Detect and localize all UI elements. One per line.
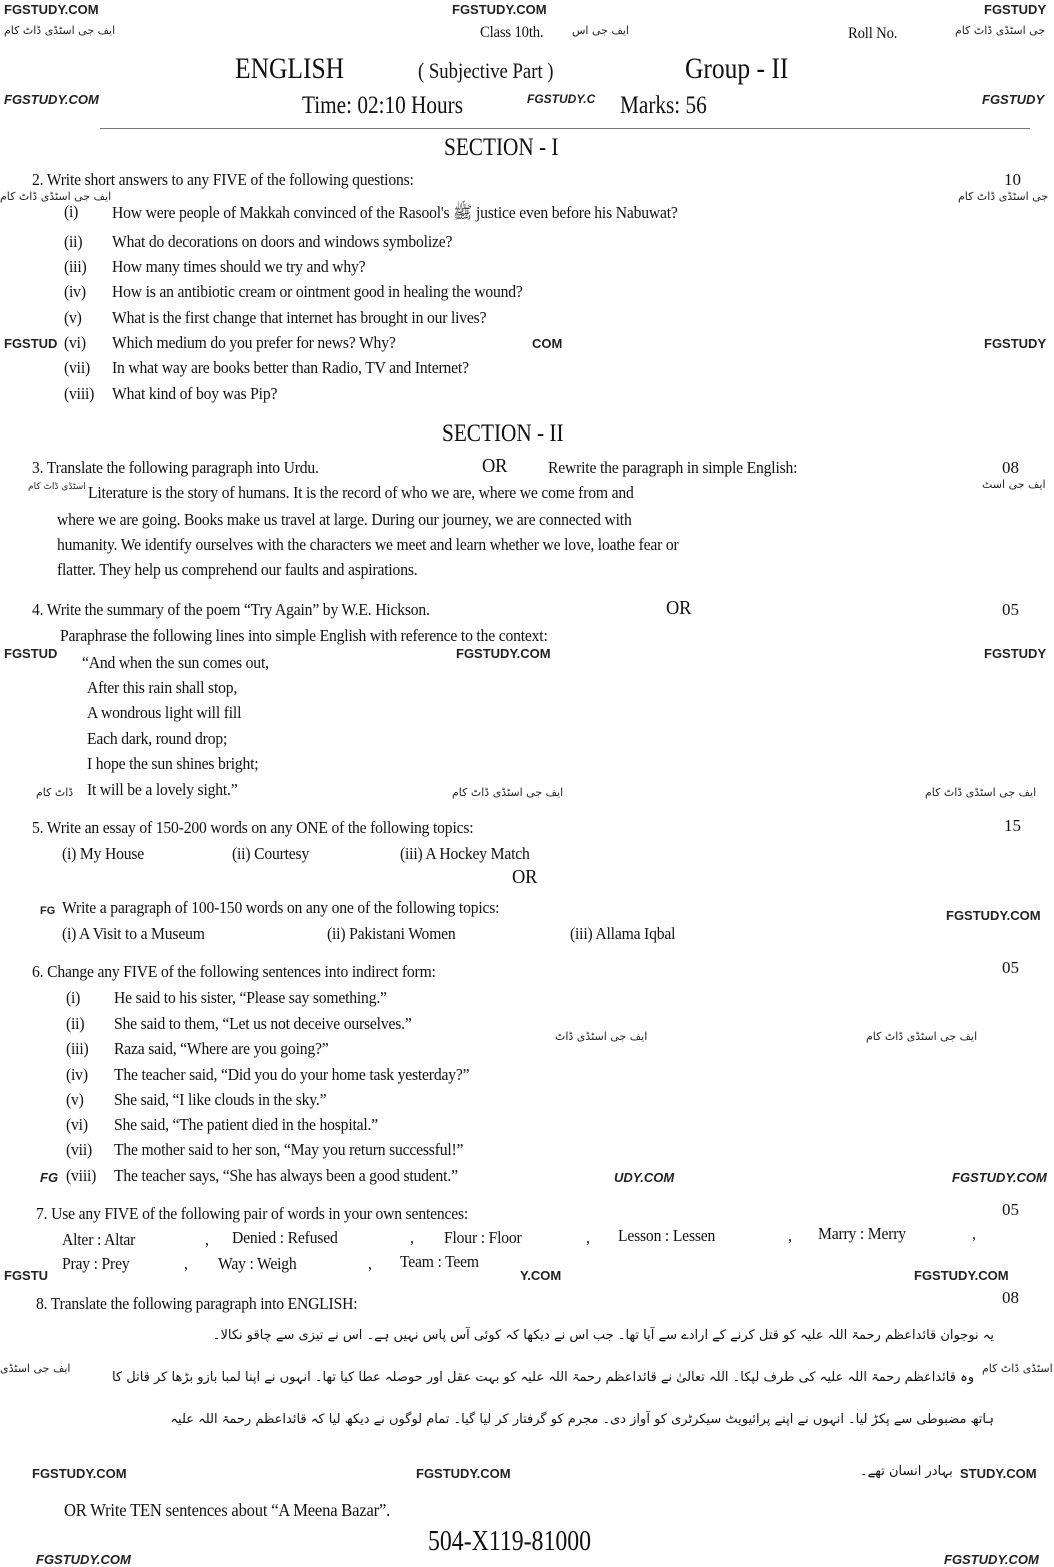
- q7-sep-7: ,: [368, 1254, 372, 1273]
- q8-urdu-line-1: یہ نوجوان قائداعظم رحمۃ اللہ علیہ کو قتل کرنے کے ارادے سے آیا تھا۔ جب اس نے دیکھا کہ کوئی آس پاس نہیں ہے۔ اس نے تیزی سے چاقو نکالا۔: [212, 1328, 994, 1343]
- q6-item-5-num: (v): [66, 1090, 84, 1109]
- q6-item-8-text: The teacher says, “She has always been a good student.”: [114, 1166, 458, 1185]
- q3-marks: 08: [1002, 458, 1019, 477]
- q6-item-3-num: (iii): [66, 1039, 89, 1058]
- q6-item-4-text: The teacher said, “Did you do your home task yesterday?”: [114, 1065, 470, 1084]
- watermark-sec1-inline: COM: [532, 336, 563, 351]
- watermark-left-mid: FGSTUDY.COM: [4, 92, 99, 107]
- time-label: Time: 02:10 Hours: [302, 92, 463, 119]
- q6-item-8-num: (viii): [66, 1166, 97, 1185]
- q6-item-7-num: (vii): [66, 1140, 93, 1159]
- q2-item-4-text: How is an antibiotic cream or ointment good in healing the wound?: [112, 282, 523, 301]
- q4-prompt-b: Paraphrase the following lines into simple English with reference to the context:: [60, 626, 548, 645]
- part-label: ( Subjective Part ): [418, 58, 554, 83]
- q2-item-7-num: (vii): [64, 358, 91, 377]
- q3-paragraph-line-2: where we are going. Books make us travel at large. During our journey, we are connected with: [57, 510, 632, 529]
- watermark-q4-left: FGSTUD: [4, 646, 58, 661]
- watermark-urdu-q6-center: ایف جی اسٹڈی ڈاٹ: [555, 1030, 648, 1043]
- q8-marks: 08: [1002, 1288, 1019, 1307]
- subject-title: ENGLISH: [235, 52, 345, 85]
- q4-poem-line-6: It will be a lovely sight.”: [87, 780, 238, 799]
- q3-paragraph-line-4: flatter. They help us comprehend our faults and aspirations.: [57, 560, 418, 579]
- watermark-urdu-q8-right: اسٹڈی ڈاٹ کام: [982, 1362, 1053, 1375]
- q7-prompt: 7. Use any FIVE of the following pair of words in your own sentences:: [36, 1204, 469, 1223]
- q6-item-2-text: She said to them, “Let us not deceive ourselves.”: [114, 1014, 412, 1033]
- q2-item-4-num: (iv): [64, 282, 86, 301]
- q6-item-6-num: (vi): [66, 1115, 88, 1134]
- q4-poem-line-4: Each dark, round drop;: [87, 729, 228, 748]
- section-2-title: SECTION - II: [442, 420, 564, 447]
- q7-sep-3: ,: [586, 1228, 590, 1247]
- watermark-sec1-left: FGSTUD: [4, 336, 58, 351]
- paper-code: 504-X119-81000: [428, 1526, 592, 1557]
- q2-item-6-text: Which medium do you prefer for news? Why?: [112, 333, 396, 352]
- q3-prompt-b: Rewrite the paragraph in simple English:: [548, 458, 798, 477]
- q5-topic-b-2: (ii) Pakistani Women: [327, 924, 456, 943]
- class-urdu-watermark: ایف جی اس: [572, 24, 629, 37]
- q3-paragraph-line-3: humanity. We identify ourselves with the characters we meet and learn whether we love, loathe fear or: [57, 535, 679, 554]
- q2-prompt: 2. Write short answers to any FIVE of the following questions:: [32, 170, 414, 189]
- watermark-urdu-q1-left: ایف جی اسٹڈی ڈاٹ کام: [0, 190, 112, 203]
- q2-marks: 10: [1004, 170, 1021, 189]
- watermark-q5-left: FG: [40, 905, 56, 917]
- watermark-urdu-top-left: ایف جی اسٹڈی ڈاٹ کام: [4, 24, 116, 37]
- q7-pair-3: Flour : Floor: [444, 1228, 522, 1247]
- q7-sep-2: ,: [410, 1228, 414, 1247]
- watermark-q4-right: FGSTUDY: [984, 646, 1047, 661]
- q2-item-6-num: (vi): [64, 333, 86, 352]
- watermark-top-right: FGSTUDY: [984, 2, 1047, 17]
- q5-or: OR: [512, 866, 538, 888]
- q7-pair-7: Way : Weigh: [218, 1254, 297, 1273]
- q8-prompt: 8. Translate the following paragraph into ENGLISH:: [36, 1294, 358, 1313]
- q2-item-7-text: In what way are books better than Radio, TV and Internet?: [112, 358, 469, 377]
- q7-sep-6: ,: [184, 1254, 188, 1273]
- watermark-urdu-q3-left: اسٹڈی ڈاٹ کام: [28, 482, 86, 492]
- q7-marks: 05: [1002, 1200, 1019, 1219]
- watermark-urdu-top-right: جی اسٹڈی ڈاٹ کام: [955, 24, 1046, 37]
- q2-item-3-num: (iii): [64, 257, 87, 276]
- watermark-q5-right: FGSTUDY.COM: [946, 908, 1041, 923]
- q5-topic-b-1: (i) A Visit to a Museum: [62, 924, 205, 943]
- q4-prompt-a: 4. Write the summary of the poem “Try Again” by W.E. Hickson.: [32, 600, 430, 619]
- q5-topic-a-1: (i) My House: [62, 844, 145, 863]
- q6-item-3-text: Raza said, “Where are you going?”: [114, 1039, 329, 1058]
- watermark-urdu-q8-left-text: ایف جی اسٹڈی: [0, 1362, 71, 1375]
- q2-item-8-text: What kind of boy was Pip?: [112, 384, 278, 403]
- watermark-right-mid: FGSTUDY: [982, 92, 1045, 107]
- watermark-q7-right: FGSTUDY.COM: [914, 1268, 1009, 1283]
- q2-item-2-text: What do decorations on doors and windows symbolize?: [112, 232, 453, 251]
- q7-pair-4: Lesson : Lessen: [618, 1226, 716, 1245]
- q7-sep-1: ,: [205, 1230, 209, 1249]
- watermark-urdu-q6-right: ایف جی اسٹڈی ڈاٹ کام: [866, 1030, 978, 1043]
- watermark-urdu-q4-left: ڈاٹ کام: [36, 786, 74, 799]
- watermark-inline-header: FGSTUDY.C: [527, 92, 596, 106]
- watermark-q6-left: FG: [40, 1170, 59, 1185]
- q6-item-1-num: (i): [66, 988, 81, 1007]
- q3-or: OR: [482, 455, 508, 477]
- q6-item-4-num: (iv): [66, 1065, 88, 1084]
- watermark-urdu-q3-right: ایف جی اسٹ: [982, 478, 1046, 491]
- q2-item-2-num: (ii): [64, 232, 83, 251]
- q5-marks: 15: [1004, 816, 1021, 835]
- q5-topic-a-3: (iii) A Hockey Match: [400, 844, 530, 863]
- q6-item-5-text: She said, “I like clouds in the sky.”: [114, 1090, 327, 1109]
- q6-item-2-num: (ii): [66, 1014, 85, 1033]
- q6-item-1-text: He said to his sister, “Please say something.”: [114, 988, 387, 1007]
- watermark-footer-right: FGSTUDY.COM: [944, 1552, 1039, 1567]
- q6-item-6-text: She said, “The patient died in the hospital.”: [114, 1115, 379, 1134]
- q2-item-8-num: (viii): [64, 384, 95, 403]
- watermark-q6-inline: UDY.COM: [614, 1170, 675, 1185]
- header-divider: [100, 128, 1030, 129]
- marks-label: Marks: 56: [620, 92, 707, 119]
- q4-poem-line-3: A wondrous light will fill: [87, 703, 242, 722]
- q6-prompt: 6. Change any FIVE of the following sentences into indirect form:: [32, 962, 436, 981]
- watermark-urdu-q1-right: جی اسٹڈی ڈاٹ کام: [958, 190, 1049, 203]
- watermark-urdu-q4-center: ایف جی اسٹڈی ڈاٹ کام: [452, 786, 564, 799]
- watermark-q7-left: FGSTU: [4, 1268, 49, 1283]
- q4-marks: 05: [1002, 600, 1019, 619]
- watermark-sec1-right: FGSTUDY: [984, 336, 1047, 351]
- q2-item-1-num: (i): [64, 202, 79, 221]
- q4-poem-line-1: “And when the sun comes out,: [82, 653, 269, 672]
- watermark-bottom-left: FGSTUDY.COM: [32, 1466, 127, 1481]
- watermark-bottom-right: STUDY.COM: [960, 1466, 1037, 1481]
- q7-sep-5: ,: [972, 1224, 976, 1243]
- section-1-title: SECTION - I: [444, 134, 559, 161]
- watermark-footer-left: FGSTUDY.COM: [36, 1552, 131, 1567]
- watermark-q7-inline: Y.COM: [520, 1268, 562, 1283]
- q7-pair-1: Alter : Altar: [62, 1230, 136, 1249]
- q2-item-5-num: (v): [64, 308, 82, 327]
- watermark-q6-right: FGSTUDY.COM: [952, 1170, 1047, 1185]
- class-label: Class 10th.: [480, 24, 544, 41]
- q4-poem-line-2: After this rain shall stop,: [87, 678, 238, 697]
- group-label: Group - II: [685, 52, 789, 85]
- q5-prompt-a: 5. Write an essay of 150-200 words on any ONE of the following topics:: [32, 818, 474, 837]
- q8-urdu-line-3: ہاتھ مضبوطی سے پکڑ لیا۔ انہوں نے اپنے پرائیویٹ سیکرٹری کو آواز دی۔ مجرم کو گرفتار کر لیا گیا۔ تمام لوگوں نے دیکھ لیا کہ قائداعظم رحمۃ اللہ علیہ: [170, 1412, 994, 1427]
- q5-topic-b-3: (iii) Allama Iqbal: [570, 924, 676, 943]
- q4-or: OR: [666, 597, 692, 619]
- q6-marks: 05: [1002, 958, 1019, 977]
- q4-poem-line-5: I hope the sun shines bright;: [87, 754, 259, 773]
- q6-item-7-text: The mother said to her son, “May you return successful!”: [114, 1140, 464, 1159]
- q2-item-1-text: How were people of Makkah convinced of the Rasool's ﷺ justice even before his Nabuwat?: [112, 203, 678, 222]
- q7-sep-4: ,: [788, 1226, 792, 1245]
- watermark-top-center: FGSTUDY.COM: [452, 2, 547, 17]
- q7-pair-6: Pray : Prey: [62, 1254, 130, 1273]
- q2-item-3-text: How many times should we try and why?: [112, 257, 366, 276]
- q7-pair-2: Denied : Refused: [232, 1228, 338, 1247]
- q8-urdu-line-2: وہ قائداعظم رحمۃ اللہ علیہ کی طرف لپکا۔ اللہ تعالیٰ نے قائداعظم رحمۃ اللہ علیہ کو بہت عقل اور حوصلہ عطا کیا تھا۔ انہوں نے اپنا لمبا بازو بڑھا کر قاتل کا: [111, 1370, 974, 1385]
- q7-pair-5: Marry : Merry: [818, 1224, 906, 1243]
- q8-urdu-line-4: بہادر انسان تھے۔: [860, 1464, 953, 1479]
- q8-or-alternative: OR Write TEN sentences about “A Meena Bazar”.: [64, 1500, 391, 1520]
- q5-prompt-b: Write a paragraph of 100-150 words on any one of the following topics:: [62, 898, 500, 917]
- q5-topic-a-2: (ii) Courtesy: [232, 844, 310, 863]
- watermark-q4-center: FGSTUDY.COM: [456, 646, 551, 661]
- q2-item-5-text: What is the first change that internet has brought in our lives?: [112, 308, 487, 327]
- roll-no-label: Roll No.: [848, 25, 898, 42]
- q7-pair-8: Team : Teem: [400, 1252, 479, 1271]
- q3-prompt-a: 3. Translate the following paragraph into Urdu.: [32, 458, 319, 477]
- watermark-top-left: FGSTUDY.COM: [4, 2, 99, 17]
- q3-paragraph-line-1: Literature is the story of humans. It is the record of who we are, where we come from and: [88, 483, 634, 502]
- watermark-bottom-center: FGSTUDY.COM: [416, 1466, 511, 1481]
- watermark-urdu-q4-right: ایف جی اسٹڈی ڈاٹ کام: [925, 786, 1037, 799]
